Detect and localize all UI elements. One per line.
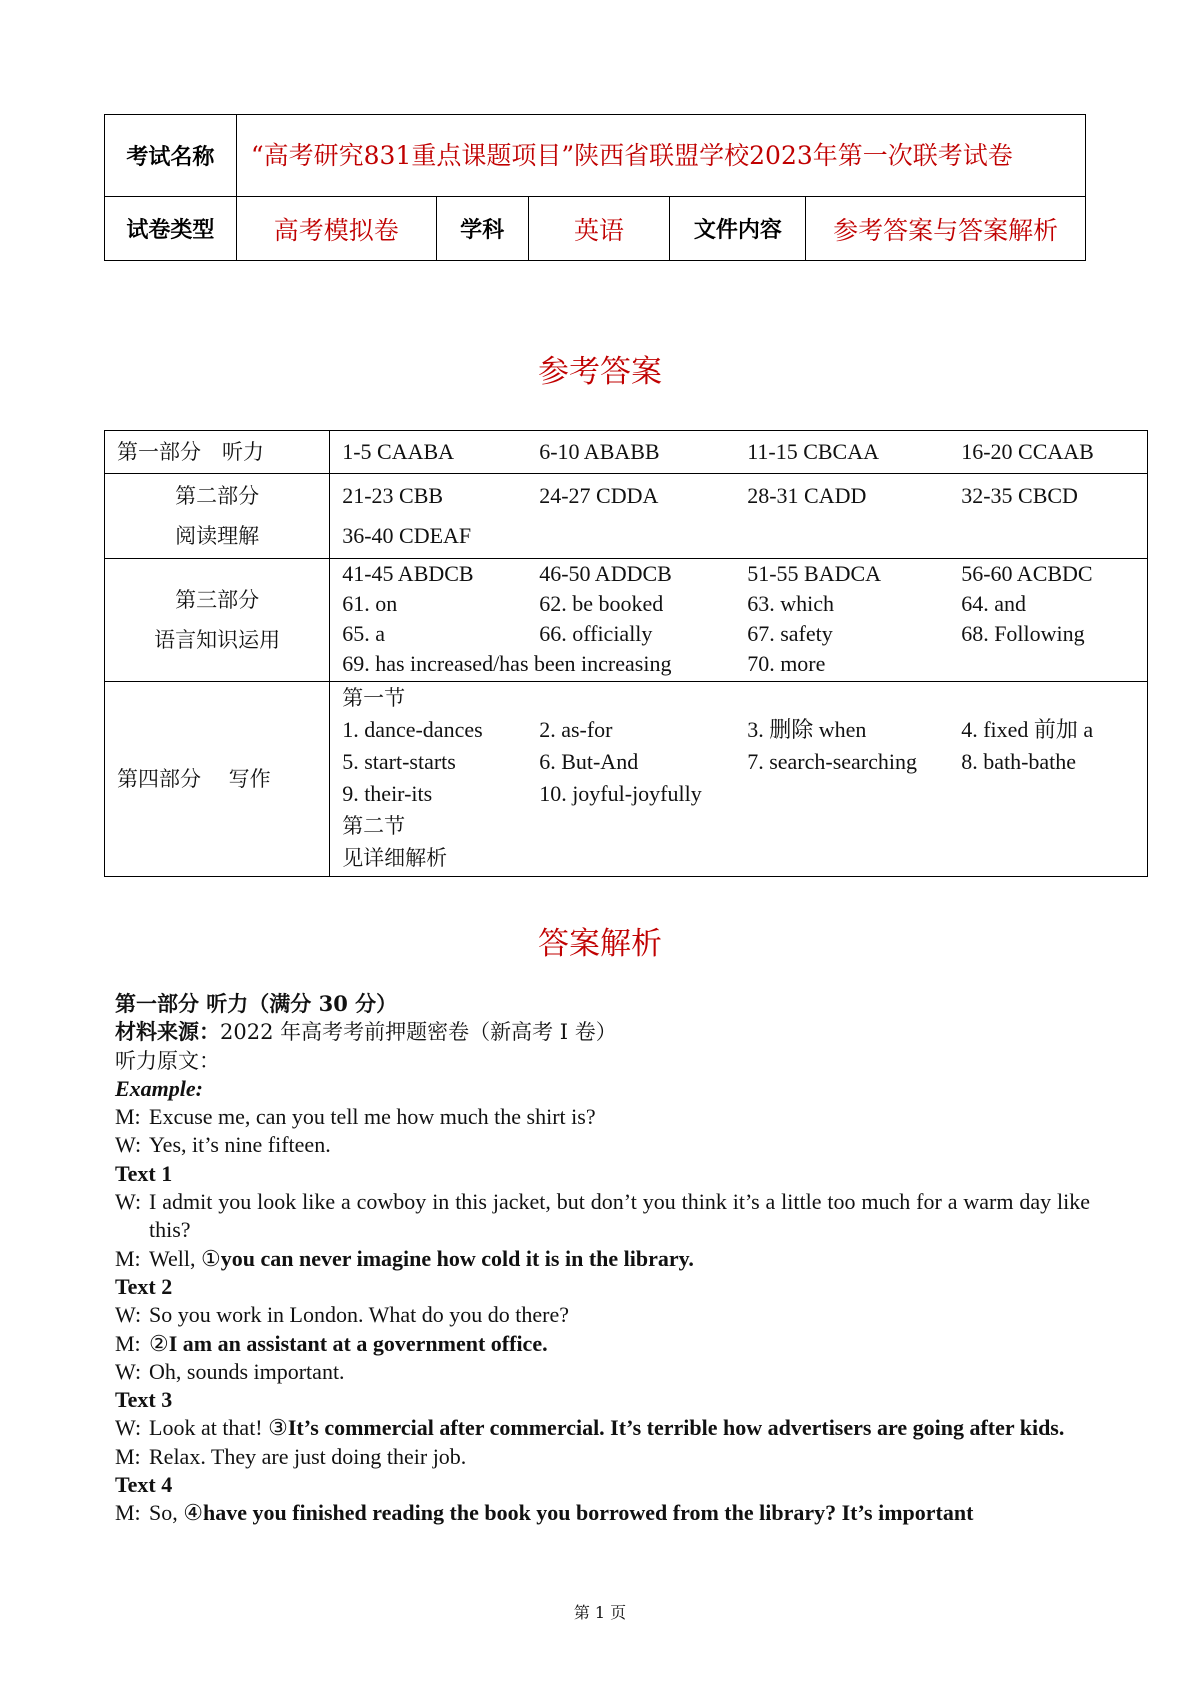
dialogue-line: M: Relax. They are just doing their job. — [115, 1443, 1090, 1471]
subject-label: 学科 — [436, 197, 528, 261]
exam-info-table — [104, 114, 1086, 261]
dialogue-line: M: ②I am an assistant at a government office. — [115, 1330, 1090, 1358]
original-label: 听力原文： — [115, 1048, 220, 1073]
answer-item: 62. be booked — [539, 591, 664, 616]
answer-item: 5. start-starts — [342, 749, 456, 774]
answer-item: 63. which — [747, 591, 834, 616]
speaker: W: — [115, 1358, 142, 1384]
answer-item: 6. But-And — [539, 749, 639, 774]
answer-item: 4. fixed 前加 a — [961, 717, 1094, 742]
part2-label-line1: 第二部分 — [175, 484, 260, 508]
subject-value: 英语 — [528, 197, 670, 261]
key-sentence: I am an assistant at a government office. — [168, 1330, 548, 1356]
dialogue-line: M: Excuse me, can you tell me how much the shirt is? — [115, 1103, 1090, 1131]
text2-label: Text 2 — [115, 1273, 173, 1299]
answer-row-part1 — [105, 431, 1148, 474]
answer-item: 24-27 CDDA — [539, 483, 659, 508]
answer-item: 6-10 ABABB — [539, 439, 660, 464]
dialogue-line: W: Yes, it’s nine fifteen. — [115, 1131, 1090, 1159]
speaker: W: — [115, 1302, 142, 1328]
text1-label: Text 1 — [115, 1160, 173, 1186]
answer-item: 51-55 BADCA — [747, 561, 882, 586]
speaker: W: — [115, 1189, 142, 1215]
source-value: 2022 年高考考前押题密卷（新高考 I 卷） — [220, 1020, 617, 1045]
dialogue-line: M: Well, ①you can never imagine how cold it is in the library. — [115, 1245, 1090, 1273]
source-label: 材料来源： — [115, 1019, 220, 1045]
page-number: 第 1 页 — [573, 1603, 627, 1622]
answer-item: 61. on — [342, 591, 398, 616]
part3-label-line2: 语言知识运用 — [154, 628, 281, 652]
dialogue-line: W: Look at that! ③It’s commercial after commercial. It’s terrible how advertisers are going after kids. — [115, 1414, 1090, 1442]
answer-row-part4 — [105, 682, 1148, 877]
paper-meta-row — [105, 197, 1086, 261]
answer-item: 32-35 CBCD — [961, 483, 1078, 508]
answer-item: 64. and — [961, 591, 1026, 616]
answer-item: 7. search-searching — [747, 749, 917, 774]
answer-item: 16-20 CCAAB — [961, 439, 1094, 464]
answer-item: 66. officially — [539, 621, 653, 646]
answers-heading: 参考答案 — [538, 354, 662, 390]
answer-item: 3. 删除 when — [747, 717, 867, 742]
answer-item: 56-60 ACBDC — [961, 561, 1093, 586]
part4-section1: 第一节 — [342, 686, 406, 710]
answer-item: 46-50 ADDCB — [539, 561, 672, 586]
answer-row-part3 — [105, 559, 1148, 682]
listening-transcript — [115, 990, 1090, 1528]
example-label: Example: — [115, 1075, 203, 1101]
text4-label: Text 4 — [115, 1472, 173, 1498]
text3-label: Text 3 — [115, 1387, 173, 1413]
answer-item: 69. has increased/has been increasing — [342, 651, 672, 676]
content-label: 文件内容 — [670, 197, 806, 261]
part4-see-detail: 见详细解析 — [342, 846, 448, 870]
answer-item: 9. their-its — [342, 781, 433, 806]
dialogue-line: W: So you work in London. What do you do there? — [115, 1301, 1090, 1329]
dialogue-line: W: I admit you look like a cowboy in this jacket, but don’t you think it’s a little too much for a warm day like this? — [115, 1188, 1090, 1245]
exam-name-row — [105, 115, 1086, 197]
paper-type-label: 试卷类型 — [105, 197, 237, 261]
part4-label: 第四部分 写作 — [105, 682, 330, 877]
answer-item: 1-5 CAABA — [342, 439, 455, 464]
answer-item: 36-40 CDEAF — [342, 523, 472, 548]
answer-row-part2 — [105, 474, 1148, 559]
content-value: 参考答案与答案解析 — [806, 197, 1086, 261]
dialogue-line: W: Oh, sounds important. — [115, 1358, 1090, 1386]
speaker: W: — [115, 1415, 142, 1441]
answer-item: 68. Following — [961, 621, 1085, 646]
answer-table — [104, 430, 1148, 877]
key-sentence: you can never imagine how cold it is in the library. — [220, 1245, 694, 1271]
answer-item: 2. as-for — [539, 717, 613, 742]
answer-item: 1. dance-dances — [342, 717, 483, 742]
answer-item: 65. a — [342, 621, 385, 646]
speaker: M: — [115, 1443, 141, 1469]
answer-item: 70. more — [747, 651, 826, 676]
paper-type-value: 高考模拟卷 — [236, 197, 436, 261]
answer-item: 21-23 CBB — [342, 483, 444, 508]
answer-item: 41-45 ABDCB — [342, 561, 474, 586]
exam-name-label: 考试名称 — [105, 115, 237, 197]
speaker: M: — [115, 1500, 141, 1526]
speaker: W: — [115, 1132, 142, 1158]
dialogue-line: M: So, ④have you finished reading the book you borrowed from the library? It’s important — [115, 1499, 1090, 1527]
speaker: M: — [115, 1104, 141, 1130]
part3-label-line1: 第三部分 — [175, 588, 260, 612]
key-sentence: have you finished reading the book you borrowed from the library? It’s important — [202, 1500, 974, 1526]
answer-item: 10. joyful-joyfully — [539, 781, 702, 806]
key-sentence: It’s commercial after commercial. It’s terrible how advertisers are going after kids. — [287, 1415, 1065, 1441]
listening-section-title: 第一部分 听力（满分 30 分） — [115, 991, 398, 1016]
exam-name-value: “高考研究831重点课题项目”陕西省联盟学校2023年第一次联考试卷 — [236, 115, 1085, 197]
part4-section2: 第二节 — [342, 814, 406, 838]
analysis-heading: 答案解析 — [538, 926, 662, 962]
part2-label-line2: 阅读理解 — [175, 524, 260, 548]
part1-label: 第一部分 听力 — [105, 431, 330, 474]
speaker: M: — [115, 1245, 141, 1271]
answer-item: 67. safety — [747, 621, 833, 646]
speaker: M: — [115, 1330, 141, 1356]
answer-item: 8. bath-bathe — [961, 749, 1077, 774]
answer-item: 11-15 CBCAA — [747, 439, 879, 464]
answer-item: 28-31 CADD — [747, 483, 867, 508]
